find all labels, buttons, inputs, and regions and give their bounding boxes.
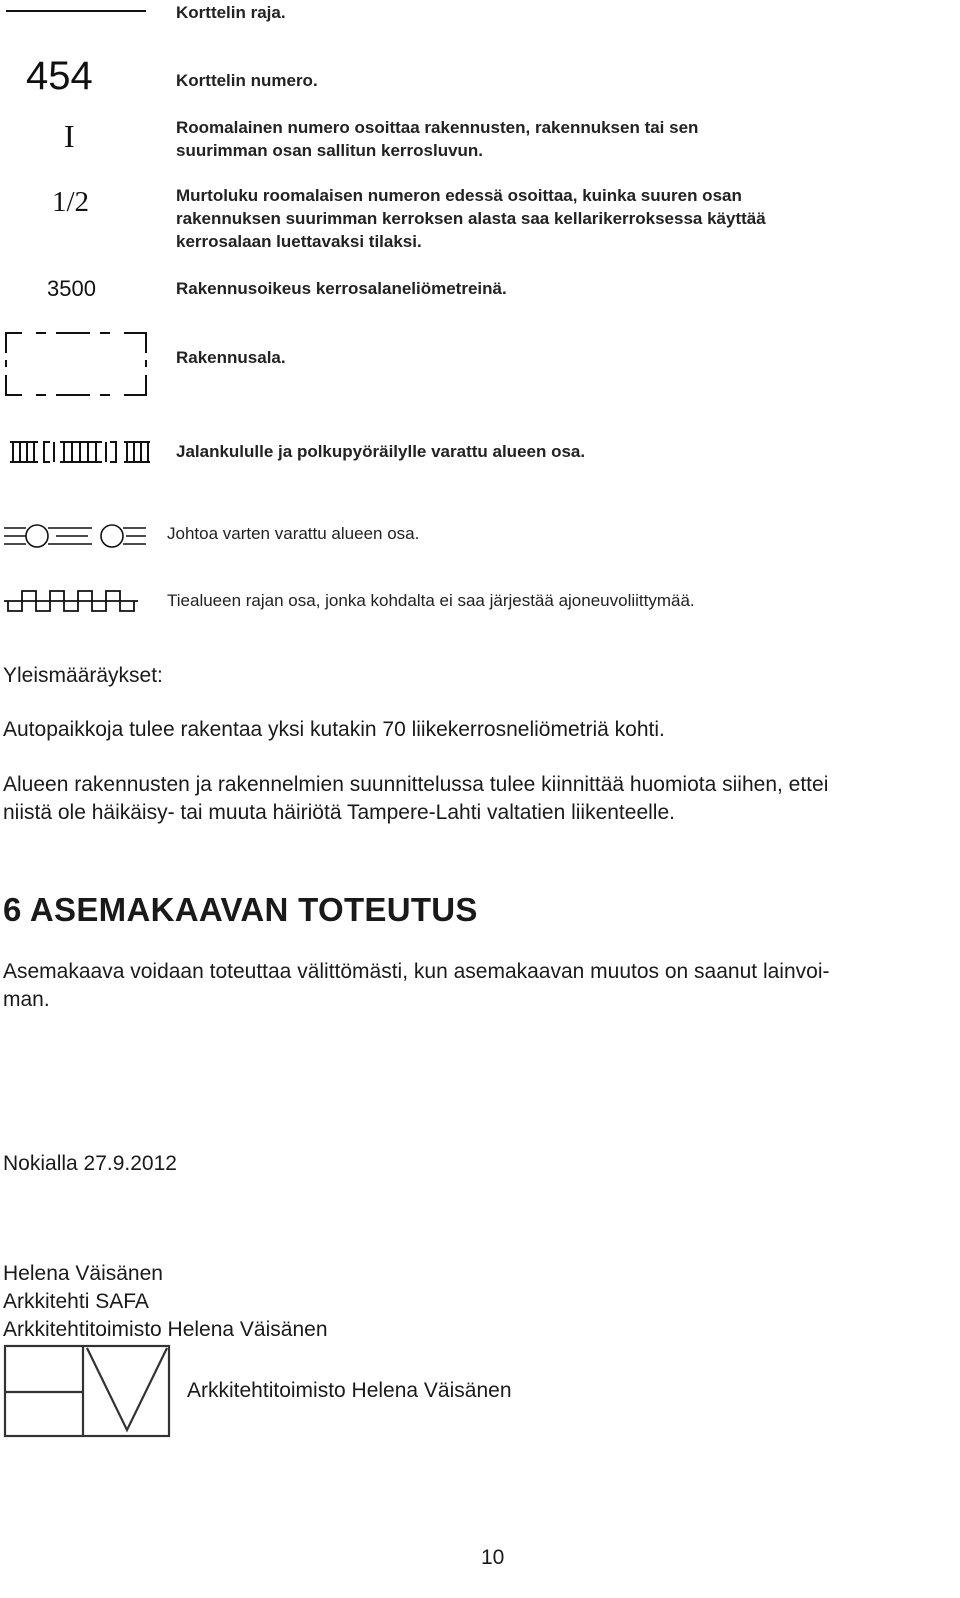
no-vehicle-access-symbol	[4, 588, 138, 614]
building-area-symbol	[0, 325, 156, 401]
legend-label-no-vehicle-access: Tiealueen rajan osa, jonka kohdalta ei saa järjestää ajoneuvoliittymää.	[167, 591, 695, 610]
legend-label-utility-line-area: Johtoa varten varattu alueen osa.	[167, 524, 420, 543]
legend-label-building-rights: Rakennusoikeus kerrosalaneliömetreinä.	[176, 279, 507, 298]
fraction-symbol: 1/2	[52, 186, 90, 218]
signer-office: Arkkitehtitoimisto Helena Väisänen	[3, 1318, 328, 1341]
page-number: 10	[481, 1546, 505, 1569]
legend-label-building-area: Rakennusala.	[176, 348, 286, 367]
utility-line-area-symbol	[4, 522, 148, 550]
section-6-text-line1: Asemakaava voidaan toteuttaa välittömästi, kun asemakaavan muutos on saanut lainvoi-	[3, 960, 830, 983]
building-rights-symbol: 3500	[47, 276, 96, 301]
roman-numeral-symbol: I	[64, 118, 75, 154]
logo-caption: Arkkitehtitoimisto Helena Väisänen	[187, 1379, 512, 1402]
block-number-symbol: 454	[26, 54, 93, 98]
general-regulation-glare-line2: niistä ole häikäisy- tai muuta häiriötä Tampere-Lahti valtatien liikenteelle.	[3, 801, 675, 824]
office-logo	[3, 1344, 171, 1438]
general-regulation-parking: Autopaikkoja tulee rakentaa yksi kutakin 70 liikekerrosneliömetriä kohti.	[3, 718, 665, 741]
signer-title: Arkkitehti SAFA	[3, 1290, 149, 1313]
section-6-text-line2: man.	[3, 988, 50, 1011]
legend-label-pedestrian-cycle-area: Jalankululle ja polkupyöräilylle varattu alueen osa.	[176, 442, 586, 461]
pedestrian-cycle-area-symbol	[6, 437, 156, 467]
block-boundary-line-symbol	[6, 10, 146, 12]
legend-label-block-boundary: Korttelin raja.	[176, 3, 286, 22]
place-and-date: Nokialla 27.9.2012	[3, 1152, 177, 1175]
section-6-heading: 6 ASEMAKAAVAN TOTEUTUS	[3, 891, 478, 928]
general-regulations-heading: Yleismääräykset:	[3, 664, 163, 687]
legend-label-fraction: Murtoluku roomalaisen numeron edessä osoittaa, kuinka suuren osan rakennuksen suurimman kerroksen alasta saa kellarikerroksessa käyttää kerrosalaan luettavaksi tilaksi.	[176, 186, 766, 251]
general-regulation-glare-line1: Alueen rakennusten ja rakennelmien suunnittelussa tulee kiinnittää huomiota siihen, ettei	[3, 773, 829, 796]
legend-label-block-number: Korttelin numero.	[176, 71, 318, 90]
legend-label-roman-numeral: Roomalainen numero osoittaa rakennusten, rakennuksen tai sen suurimman osan sallitun kerrosluvun.	[176, 118, 699, 160]
signer-name: Helena Väisänen	[3, 1262, 163, 1285]
